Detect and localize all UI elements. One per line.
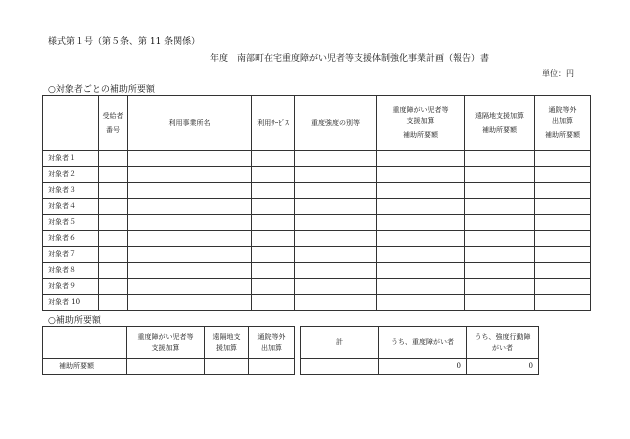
- header-service: 利用ｻｰﾋﾞｽ: [252, 96, 295, 151]
- subject-row: [43, 295, 591, 311]
- subject-row: [43, 151, 591, 167]
- hospital-outing-cell[interactable]: [535, 247, 591, 263]
- total-of-behavior-cell[interactable]: 0: [467, 359, 539, 375]
- subject-row: [43, 183, 591, 199]
- severe-support-cell[interactable]: [377, 199, 465, 215]
- recipient-number-cell[interactable]: [99, 215, 128, 231]
- recipient-number-cell[interactable]: [99, 247, 128, 263]
- total-table: [42, 326, 539, 375]
- total-header-sum: 計: [301, 327, 379, 359]
- service-cell[interactable]: [252, 263, 295, 279]
- remote-support-cell[interactable]: [465, 215, 535, 231]
- document-title: 年度 南部町在宅重度障がい児者等支援体制強化事業計画（報告）書: [210, 54, 490, 64]
- facility-name-cell[interactable]: [128, 151, 252, 167]
- subject-row: [43, 247, 591, 263]
- per-subject-table: [42, 95, 591, 311]
- section1-heading: ○対象者ごとの補助所要額: [48, 85, 155, 95]
- recipient-number-cell[interactable]: [99, 295, 128, 311]
- unit-label: 単位：円: [542, 69, 574, 78]
- subject-label: 対象者 10: [43, 295, 99, 311]
- severity-cell[interactable]: [295, 279, 377, 295]
- remote-support-cell[interactable]: [465, 263, 535, 279]
- facility-name-cell[interactable]: [128, 295, 252, 311]
- subject-label: 対象者２: [43, 167, 99, 183]
- subject-row: [43, 279, 591, 295]
- severity-cell[interactable]: [295, 183, 377, 199]
- recipient-number-cell[interactable]: [99, 167, 128, 183]
- facility-name-cell[interactable]: [128, 199, 252, 215]
- severity-cell[interactable]: [295, 247, 377, 263]
- hospital-outing-cell[interactable]: [535, 231, 591, 247]
- severe-support-cell[interactable]: [377, 295, 465, 311]
- total-hospital-outing-cell[interactable]: [249, 359, 295, 375]
- subject-label: 対象者１: [43, 151, 99, 167]
- total-header-blank: [43, 327, 127, 359]
- subject-label: 対象者９: [43, 279, 99, 295]
- subject-label: 対象者８: [43, 263, 99, 279]
- subject-row: [43, 199, 591, 215]
- subject-label: 対象者４: [43, 199, 99, 215]
- severity-cell[interactable]: [295, 199, 377, 215]
- hospital-outing-cell[interactable]: [535, 183, 591, 199]
- total-row: [43, 359, 539, 375]
- total-header-of-severe: うち、重度障がい者: [379, 327, 467, 359]
- subject-label: 対象者６: [43, 231, 99, 247]
- form-number: 様式第１号（第５条、第 11 条関係）: [48, 37, 201, 47]
- facility-name-cell[interactable]: [128, 263, 252, 279]
- subject-row: [43, 167, 591, 183]
- hospital-outing-cell[interactable]: [535, 151, 591, 167]
- service-cell[interactable]: [252, 215, 295, 231]
- facility-name-cell[interactable]: [128, 247, 252, 263]
- hospital-outing-cell[interactable]: [535, 167, 591, 183]
- service-cell[interactable]: [252, 247, 295, 263]
- subject-label: 対象者３: [43, 183, 99, 199]
- hospital-outing-cell[interactable]: [535, 199, 591, 215]
- severe-support-cell[interactable]: [377, 183, 465, 199]
- service-cell[interactable]: [252, 167, 295, 183]
- service-cell[interactable]: [252, 295, 295, 311]
- severity-cell[interactable]: [295, 295, 377, 311]
- recipient-number-cell[interactable]: [99, 279, 128, 295]
- total-header-severe-support: 重度障がい児者等 支援加算: [127, 327, 205, 359]
- recipient-number-cell[interactable]: [99, 183, 128, 199]
- remote-support-cell[interactable]: [465, 247, 535, 263]
- recipient-number-cell[interactable]: [99, 231, 128, 247]
- service-cell[interactable]: [252, 279, 295, 295]
- severe-support-cell[interactable]: [377, 167, 465, 183]
- header-recipient-number: 受給者 番号: [99, 96, 128, 151]
- header-severity: 重度強度の別等: [295, 96, 377, 151]
- total-header-hospital-outing: 通院等外 出加算: [249, 327, 295, 359]
- header-hospital-outing-addition: 通院等外 出加算 補助所要額: [535, 96, 591, 151]
- hospital-outing-cell[interactable]: [535, 295, 591, 311]
- total-of-severe-cell[interactable]: 0: [379, 359, 467, 375]
- header-blank: [43, 96, 99, 151]
- remote-support-cell[interactable]: [465, 295, 535, 311]
- recipient-number-cell[interactable]: [99, 263, 128, 279]
- remote-support-cell[interactable]: [465, 279, 535, 295]
- remote-support-cell[interactable]: [465, 231, 535, 247]
- service-cell[interactable]: [252, 231, 295, 247]
- severity-cell[interactable]: [295, 263, 377, 279]
- total-sum-cell[interactable]: [301, 359, 379, 375]
- severe-support-cell[interactable]: [377, 263, 465, 279]
- severe-support-cell[interactable]: [377, 215, 465, 231]
- severe-support-cell[interactable]: [377, 247, 465, 263]
- facility-name-cell[interactable]: [128, 231, 252, 247]
- recipient-number-cell[interactable]: [99, 151, 128, 167]
- subject-label: 対象者５: [43, 215, 99, 231]
- remote-support-cell[interactable]: [465, 151, 535, 167]
- total-remote-support-cell[interactable]: [205, 359, 249, 375]
- hospital-outing-cell[interactable]: [535, 215, 591, 231]
- subject-label: 対象者７: [43, 247, 99, 263]
- service-cell[interactable]: [252, 183, 295, 199]
- facility-name-cell[interactable]: [128, 215, 252, 231]
- service-cell[interactable]: [252, 199, 295, 215]
- severity-cell[interactable]: [295, 167, 377, 183]
- severity-cell[interactable]: [295, 215, 377, 231]
- facility-name-cell[interactable]: [128, 183, 252, 199]
- total-severe-support-cell[interactable]: [127, 359, 205, 375]
- header-remote-support-addition: 遠隔地支援加算 補助所要額: [465, 96, 535, 151]
- total-header-of-behavior: うち、強度行動障 がい者: [467, 327, 539, 359]
- subject-row: [43, 215, 591, 231]
- hospital-outing-cell[interactable]: [535, 263, 591, 279]
- header-facility-name: 利用事業所名: [128, 96, 252, 151]
- remote-support-cell[interactable]: [465, 183, 535, 199]
- facility-name-cell[interactable]: [128, 167, 252, 183]
- severity-cell[interactable]: [295, 151, 377, 167]
- facility-name-cell[interactable]: [128, 279, 252, 295]
- total-row-label: 補助所要額: [43, 359, 127, 375]
- remote-support-cell[interactable]: [465, 199, 535, 215]
- remote-support-cell[interactable]: [465, 167, 535, 183]
- hospital-outing-cell[interactable]: [535, 279, 591, 295]
- severe-support-cell[interactable]: [377, 151, 465, 167]
- severe-support-cell[interactable]: [377, 231, 465, 247]
- header-severe-support-addition: 重度障がい児者等 支援加算 補助所要額: [377, 96, 465, 151]
- subject-row: [43, 231, 591, 247]
- service-cell[interactable]: [252, 151, 295, 167]
- severity-cell[interactable]: [295, 231, 377, 247]
- recipient-number-cell[interactable]: [99, 199, 128, 215]
- total-header-remote-support: 遠隔地支 援加算: [205, 327, 249, 359]
- severe-support-cell[interactable]: [377, 279, 465, 295]
- section2-heading: ○補助所要額: [48, 316, 101, 326]
- subject-row: [43, 263, 591, 279]
